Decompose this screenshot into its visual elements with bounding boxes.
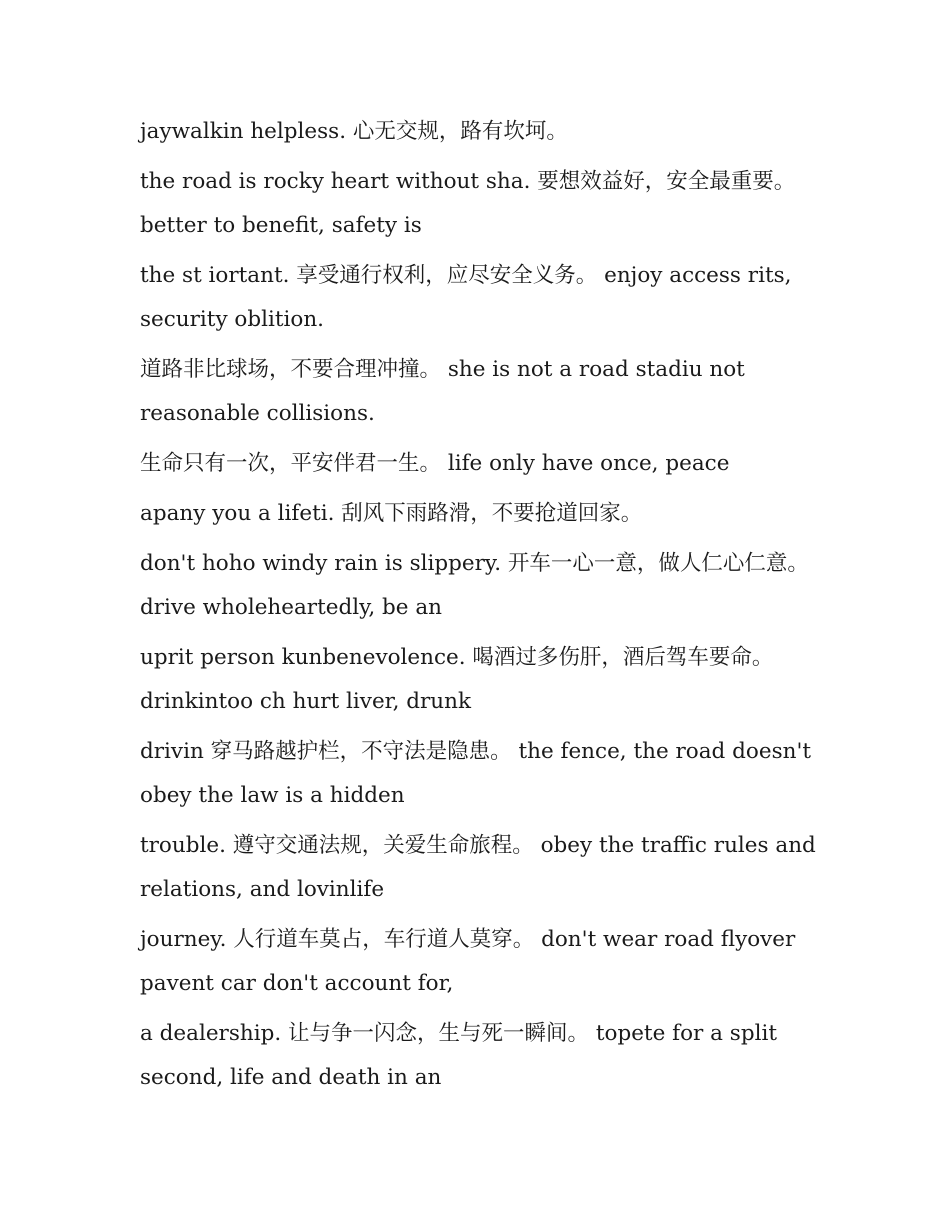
text-line-6: apany you a lifeti. 刮风下雨路滑，不要抢道回家。 bbox=[140, 501, 643, 526]
text-line-4: 道路非比球场，不要合理冲撞。 she is not a road stadiu not reasonable collisions. bbox=[140, 357, 745, 426]
text-line-7: don't hoho windy rain is slippery. 开车一心一意，做人仁心仁意。 drive wholeheartedly, be an bbox=[140, 551, 809, 620]
text-line-5: 生命只有一次，平安伴君一生。 life only have once, peace bbox=[140, 451, 730, 476]
text-line-10: trouble. 遵守交通法规，关爱生命旅程。 obey the traffic rules and relations, and lovinlife bbox=[140, 833, 816, 902]
text-line-9: drivin 穿马路越护栏，不守法是隐患。 the fence, the road doesn't obey the law is a hidden bbox=[140, 739, 812, 808]
text-line-1: jaywalkin helpless. 心无交规，路有坎坷。 bbox=[140, 119, 568, 144]
document-body bbox=[140, 110, 820, 1106]
text-line-11: journey. 人行道车莫占，车行道人莫穿。 don't wear road flyover pavent car don't account for, bbox=[140, 927, 796, 996]
text-line-2: the road is rocky heart without sha. 要想效益好，安全最重要。 better to benefit, safety is bbox=[140, 169, 796, 238]
text-line-8: uprit person kunbenevolence. 喝酒过多伤肝，酒后驾车要命。 drinkintoo ch hurt liver, drunk bbox=[140, 645, 774, 714]
text-line-3: the st iortant. 享受通行权利，应尽安全义务。 enjoy access rits, security oblition. bbox=[140, 263, 792, 332]
text-line-12: a dealership. 让与争一闪念，生与死一瞬间。 topete for a split second, life and death in an bbox=[140, 1021, 777, 1090]
